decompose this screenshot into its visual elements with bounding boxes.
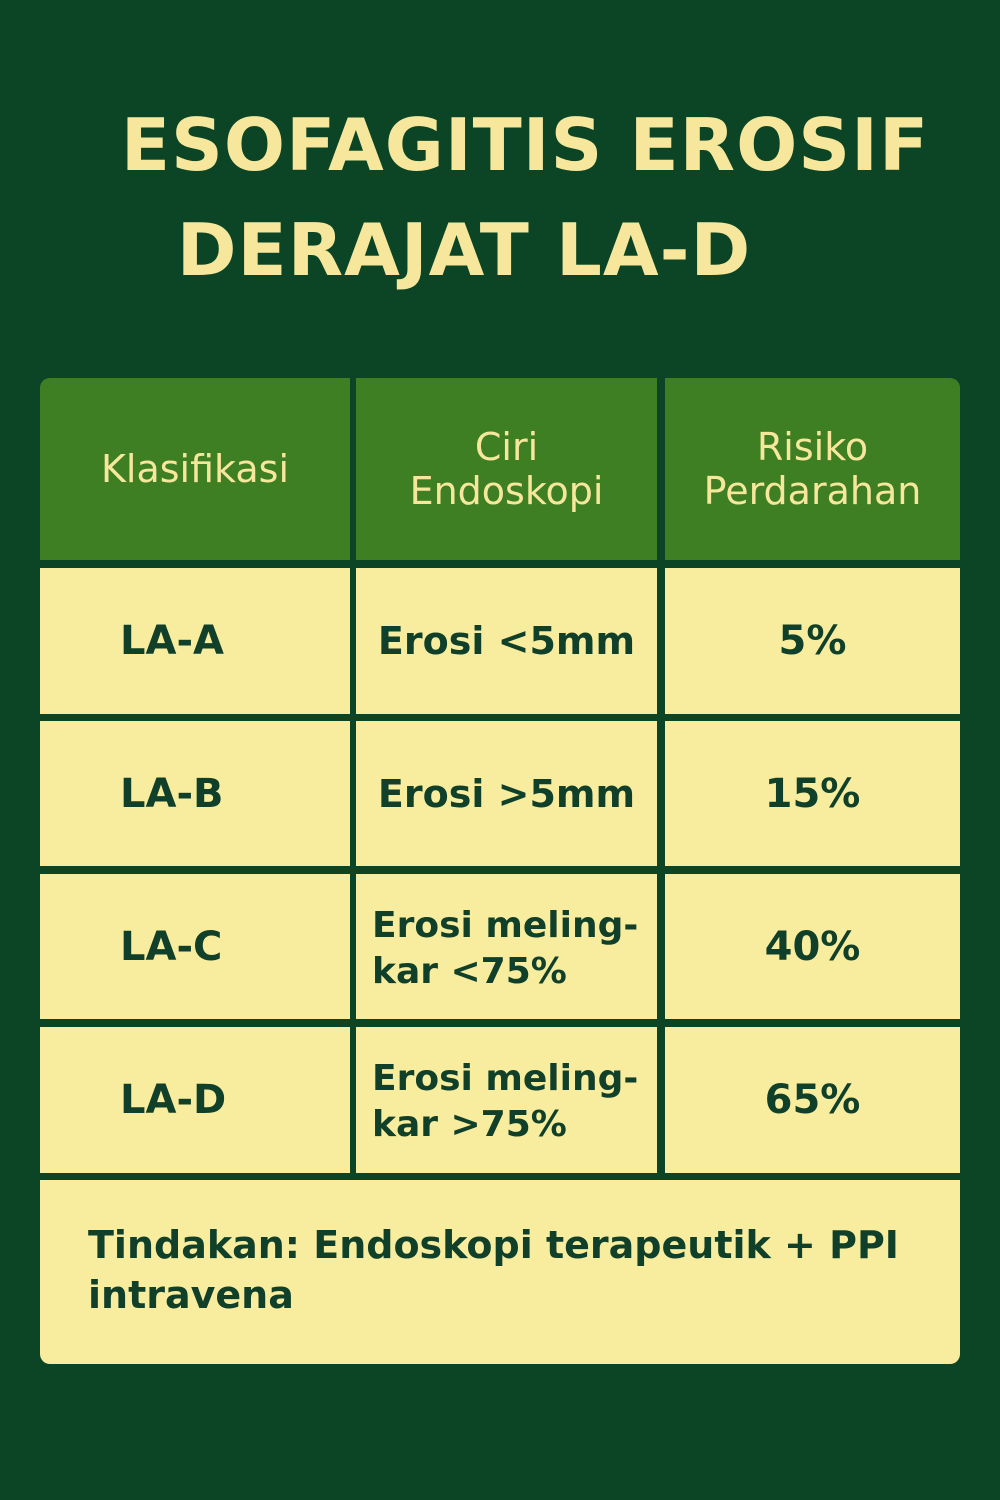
table-row-class: LA-B [40,721,350,866]
table-row-class: LA-A [40,568,350,714]
classification-table [40,378,960,1364]
header-classification: Klasifikasi [40,378,350,560]
table-row-risk: 40% [665,874,960,1019]
table-row-risk: 5% [665,568,960,714]
page-title-line-2: DERAJAT LA-D [176,208,752,292]
header-endoscopic-features: Ciri Endoskopi [356,378,657,560]
table-row-class: LA-D [40,1027,350,1173]
table-row-risk: 65% [665,1027,960,1173]
table-row-feature: Erosi meling- kar >75% [356,1027,657,1173]
page-title-line-1: ESOFAGITIS EROSIF [120,103,930,187]
treatment-note: Tindakan: Endoskopi terapeutik + PPI intravena [40,1180,960,1364]
table-row-risk: 15% [665,721,960,866]
table-row-feature: Erosi meling- kar <75% [356,874,657,1019]
table-row-class: LA-C [40,874,350,1019]
header-bleeding-risk: Risiko Perdarahan [665,378,960,560]
table-row-feature: Erosi >5mm [356,721,657,866]
table-row-feature: Erosi <5mm [356,568,657,714]
